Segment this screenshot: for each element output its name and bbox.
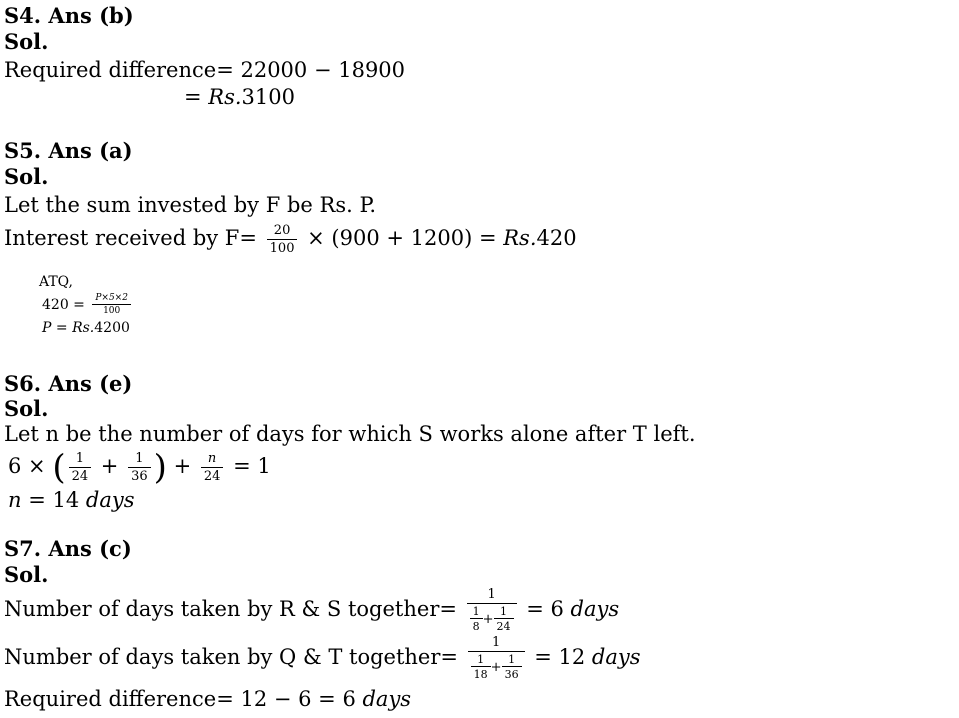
s4-line-2 bbox=[184, 84, 295, 110]
s6-result-unit: days bbox=[85, 488, 135, 512]
s7-line-2-fraction bbox=[468, 636, 525, 681]
s5-eq-1-num: P×5×2 bbox=[92, 294, 131, 305]
s7-line-1-unit: days bbox=[570, 597, 620, 621]
s7-line-1-den-b-den: 24 bbox=[496, 620, 511, 634]
s7-line-1-label: Number of days taken by R & S together= bbox=[4, 597, 464, 621]
s6-fraction-1 bbox=[69, 452, 92, 483]
s6-fraction-1-den: 24 bbox=[71, 468, 89, 484]
s5-fraction-num: 20 bbox=[267, 224, 298, 240]
s6-result-eq: = 14 bbox=[21, 488, 86, 512]
s7-line-2-unit: days bbox=[591, 645, 641, 669]
s5-fraction bbox=[267, 224, 298, 255]
s7-line-1-den-a-den: 8 bbox=[472, 620, 480, 634]
s4-line-1-expr: 22000 − 18900 bbox=[240, 58, 406, 82]
s7-line-2-den-a-num: 1 bbox=[471, 654, 491, 668]
s6-sol-label: Sol. bbox=[4, 396, 49, 421]
s5-rs: Rs. bbox=[503, 226, 537, 250]
s5-eq-1 bbox=[42, 290, 134, 320]
s5-eq-2-p: P bbox=[42, 320, 52, 336]
s7-line-3-label: Required difference= bbox=[4, 687, 241, 711]
s6-paren-close: ) bbox=[153, 447, 167, 488]
s7-line-1-den-b-num: 1 bbox=[494, 606, 514, 620]
s7-line-2-den bbox=[468, 652, 525, 681]
s6-eq-tail: = 1 bbox=[226, 454, 271, 478]
s6-fraction-3-num: n bbox=[201, 452, 224, 468]
s7-line-1 bbox=[4, 587, 619, 633]
s6-equation bbox=[8, 444, 271, 488]
s7-line-3 bbox=[4, 686, 411, 712]
s6-fraction-3-den: 24 bbox=[203, 468, 221, 484]
s6-heading: S6. Ans (e) bbox=[4, 371, 133, 396]
s6-fraction-3 bbox=[201, 452, 224, 483]
s5-eq-2-value: 4200 bbox=[94, 320, 130, 336]
s4-equals: = bbox=[184, 85, 209, 109]
s6-paren-open: ( bbox=[52, 447, 66, 488]
s6-result bbox=[8, 487, 134, 513]
s7-line-2-den-a-den: 18 bbox=[473, 668, 488, 682]
s7-sol-label: Sol. bbox=[4, 562, 49, 587]
s7-line-2-den-b-num: 1 bbox=[502, 654, 522, 668]
s7-line-2 bbox=[4, 635, 641, 681]
s4-line-1-label: Required difference= bbox=[4, 58, 241, 82]
s7-line-2-eq: = 12 bbox=[527, 645, 592, 669]
s5-eq-1-lhs: 420 = bbox=[42, 297, 90, 313]
s7-line-2-den-plus: + bbox=[490, 659, 502, 675]
s5-eq-2-equals: = bbox=[51, 320, 73, 336]
s7-line-1-den-plus: + bbox=[482, 611, 494, 627]
s7-line-2-den-b-den: 36 bbox=[504, 668, 519, 682]
s4-sol-label: Sol. bbox=[4, 29, 49, 54]
s6-plus-2: + bbox=[166, 454, 198, 478]
s7-line-2-label: Number of days taken by Q & T together= bbox=[4, 645, 465, 669]
s6-plus: + bbox=[94, 454, 126, 478]
s7-line-1-eq: = 6 bbox=[519, 597, 571, 621]
s5-sol-label: Sol. bbox=[4, 164, 49, 189]
s7-line-1-den-b bbox=[494, 606, 514, 633]
s4-line-1 bbox=[4, 57, 405, 83]
s4-rs: Rs. bbox=[208, 85, 242, 109]
s7-line-1-den-a-num: 1 bbox=[470, 606, 483, 620]
s7-line-3-unit: days bbox=[362, 687, 412, 711]
s7-line-3-expr: 12 − 6 = 6 bbox=[240, 687, 363, 711]
s5-heading: S5. Ans (a) bbox=[4, 138, 133, 163]
s5-atq: ATQ, bbox=[39, 274, 73, 290]
s6-result-n: n bbox=[8, 488, 22, 512]
s5-fraction-den: 100 bbox=[269, 240, 295, 256]
s5-eq-1-fraction bbox=[92, 294, 131, 317]
s4-value: 3100 bbox=[241, 85, 295, 109]
s5-line-1: Let the sum invested by F be Rs. P. bbox=[4, 193, 377, 217]
s6-eq-lead: 6 × bbox=[8, 454, 53, 478]
s6-fraction-2-den: 36 bbox=[131, 468, 148, 484]
s7-line-1-fraction bbox=[467, 588, 517, 633]
s6-fraction-2-num: 1 bbox=[128, 452, 151, 468]
s6-fraction-1-num: 1 bbox=[69, 452, 92, 468]
s7-line-2-num: 1 bbox=[468, 636, 525, 652]
s6-fraction-2 bbox=[128, 452, 151, 483]
s4-heading: S4. Ans (b) bbox=[4, 3, 134, 28]
s7-line-2-den-b bbox=[502, 654, 522, 681]
s7-line-1-den bbox=[467, 604, 517, 633]
s5-eq-1-den: 100 bbox=[103, 306, 121, 316]
s5-line-2 bbox=[4, 218, 577, 258]
s5-line-2-label: Interest received by F= bbox=[4, 226, 264, 250]
s7-line-2-den-a bbox=[471, 654, 491, 681]
s7-heading: S7. Ans (c) bbox=[4, 536, 132, 561]
s7-line-1-num: 1 bbox=[467, 588, 517, 604]
s5-eq-2 bbox=[42, 319, 130, 337]
s6-line-1: Let n be the number of days for which S works alone after T left. bbox=[4, 422, 696, 446]
s7-line-1-den-a bbox=[470, 606, 483, 633]
s5-eq-2-rs: Rs. bbox=[72, 320, 95, 336]
s5-value: 420 bbox=[536, 226, 577, 250]
s5-line-2-rest: × (900 + 1200) = bbox=[300, 226, 504, 250]
